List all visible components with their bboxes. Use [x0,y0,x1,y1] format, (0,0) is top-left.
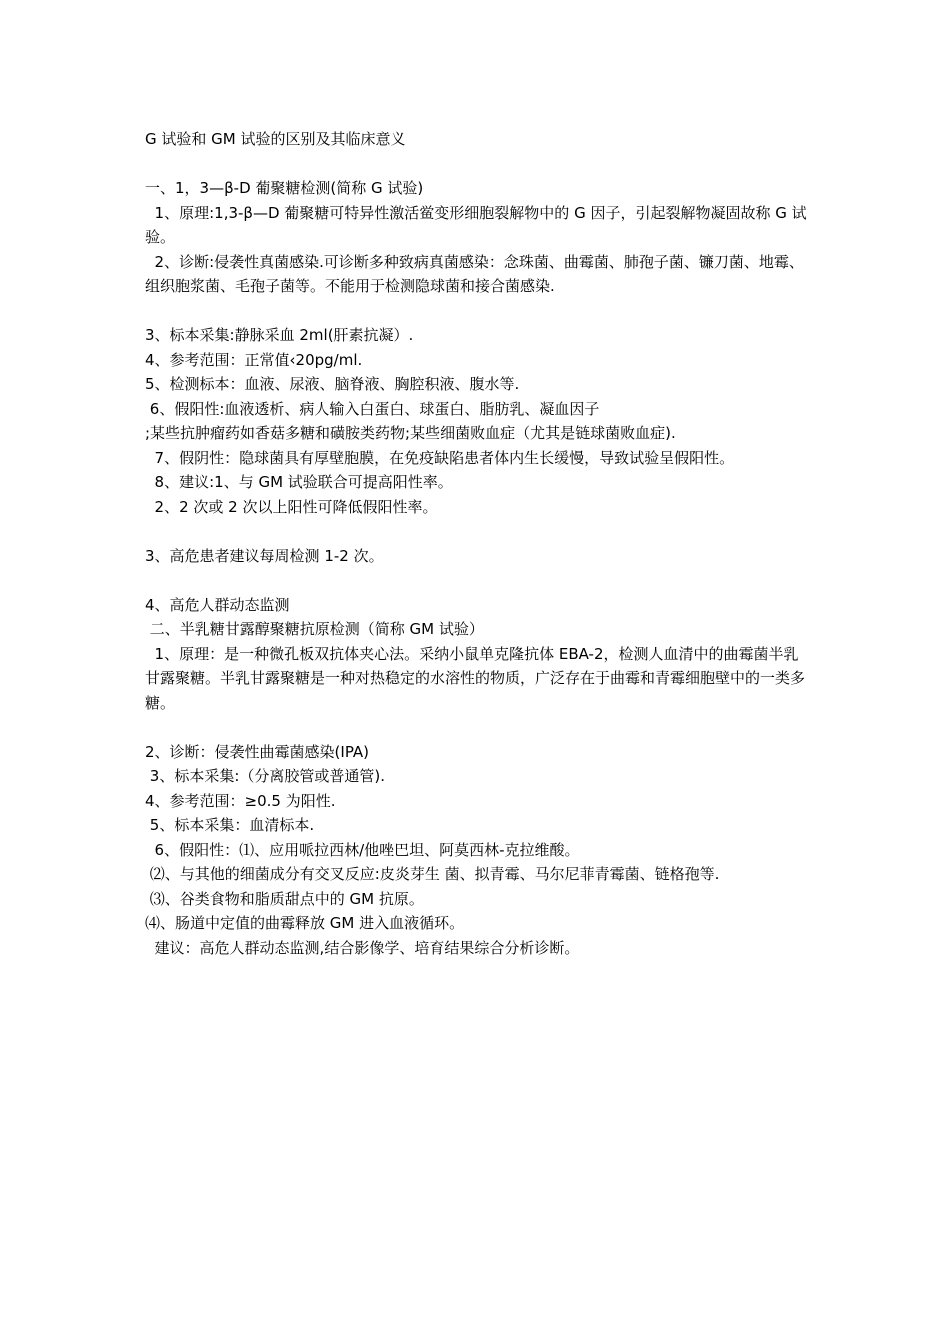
g-test-false-positive-continued: ;某些抗肿瘤药如香菇多糖和磺胺类药物;某些细菌败血症（尤其是链球菌败血症). [145,424,676,442]
g-test-advice-3: 3、高危患者建议每周检测 1-2 次。 [145,546,384,565]
g-test-advice-2: 2、2 次或 2 次以上阳性可降低假阳性率。 [145,497,438,516]
document-body [145,127,813,960]
g-test-false-negative: 7、假阴性：隐球菌具有厚壁胞膜，在免疫缺陷患者体内生长缓慢，导致试验呈假阳性。 [145,448,735,467]
gm-test-advice: 建议：高危人群动态监测,结合影像学、培育结果综合分析诊断。 [145,938,580,957]
gm-test-false-positive-2: ⑵、与其他的细菌成分有交叉反应:皮炎芽生 菌、拟青霉、马尔尼菲青霉菌、链格孢等. [145,865,720,883]
g-test-reference-range: 4、参考范围：正常值‹20pg/ml. [145,350,363,369]
g-test-diagnosis: 2、诊断:侵袭性真菌感染.可诊断多种致病真菌感染：念珠菌、曲霉菌、肺孢子菌、镰刀菌、地霉、组织胞浆菌、毛孢子菌等。不能用于检测隐球菌和接合菌感染. [145,252,804,295]
g-test-advice-4: 4、高危人群动态监测 [145,595,290,614]
gm-test-false-positive: 6、假阳性：⑴、应用哌拉西林/他唑巴坦、阿莫西林-克拉维酸。 [145,840,580,859]
document-title: G 试验和 GM 试验的区别及其临床意义 [145,130,406,148]
gm-test-false-positive-4: ⑷、肠道中定值的曲霉释放 GM 进入血液循环。 [145,914,465,932]
gm-test-reference-range: 4、参考范围：≥0.5 为阳性. [145,791,336,810]
gm-test-false-positive-3: ⑶、谷类食物和脂质甜点中的 GM 抗原。 [145,889,424,908]
g-test-specimen: 5、检测标本：血液、尿液、脑脊液、胸腔积液、腹水等. [145,375,520,393]
g-test-false-positive: 6、假阳性:血液透析、病人输入白蛋白、球蛋白、脂肪乳、凝血因子 [145,399,600,418]
gm-test-sample-collection: 3、标本采集:（分离胶管或普通管). [145,767,386,785]
g-test-advice: 8、建议:1、与 GM 试验联合可提高阳性率。 [145,473,453,491]
gm-test-specimen: 5、标本采集：血清标本. [145,816,315,834]
spacer [145,299,813,324]
spacer [145,519,813,544]
gm-test-diagnosis: 2、诊断：侵袭性曲霉菌感染(IPA) [145,742,370,761]
gm-test-heading: 二、半乳糖甘露醇聚糖抗原检测（简称 GM 试验） [145,620,484,638]
spacer [145,715,813,740]
g-test-principle: 1、原理:1,3-β—D 葡聚糖可特异性激活鲎变形细胞裂解物中的 G 因子，引起裂解物凝固故称 G 试验。 [145,203,807,246]
gm-test-principle: 1、原理：是一种微孔板双抗体夹心法。采纳小鼠单克隆抗体 EBA-2，检测人血清中的曲霉菌半乳甘露聚糖。半乳甘露聚糖是一种对热稳定的水溶性的物质，广泛存在于曲霉和青霉细胞壁中的一类多糖。 [145,644,806,712]
g-test-sample-collection: 3、标本采集:静脉采血 2ml(肝素抗凝）. [145,326,414,344]
g-test-heading: 一、1，3—β-D 葡聚糖检测(简称 G 试验) [145,179,424,197]
spacer [145,568,813,593]
